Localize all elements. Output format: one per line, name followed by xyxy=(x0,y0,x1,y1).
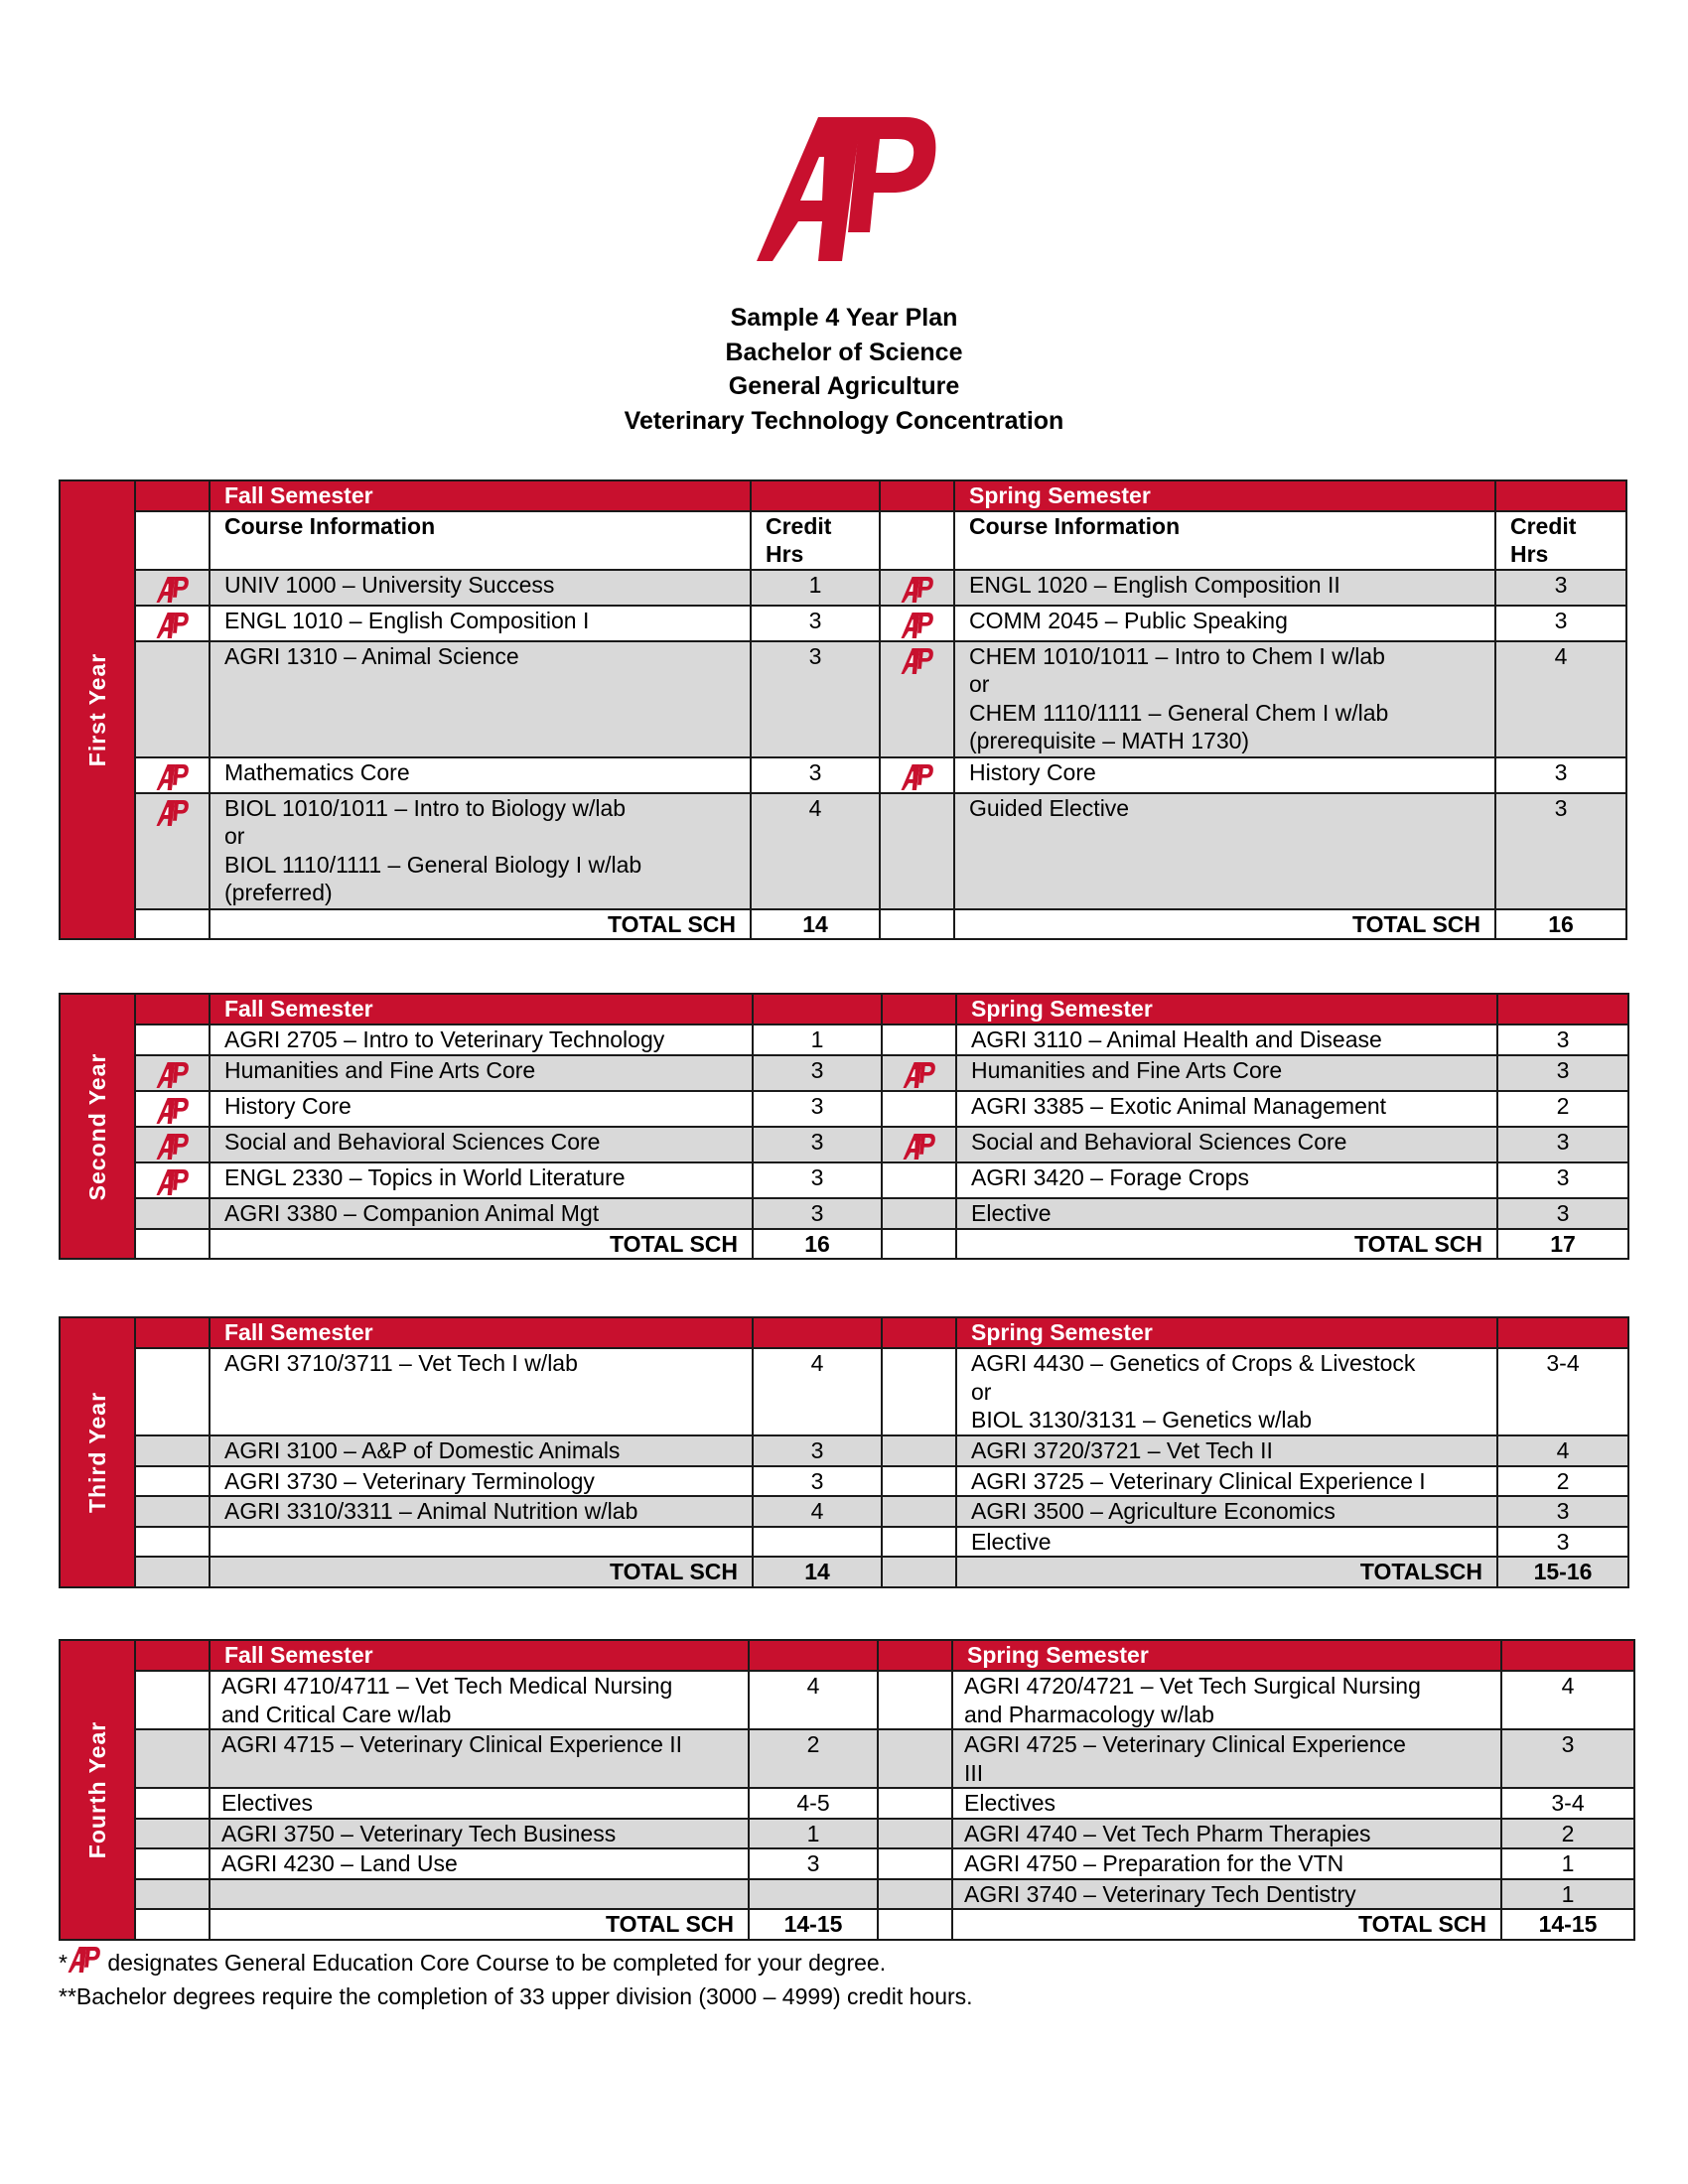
table-row xyxy=(60,757,1626,793)
credit-cell: 3 xyxy=(751,757,880,793)
course-cell: AGRI 4740 – Vet Tech Pharm Therapies xyxy=(952,1819,1501,1849)
third-year-label: Third Year xyxy=(83,1391,110,1513)
course-cell: History Core xyxy=(954,757,1495,793)
credit-cell: 3 xyxy=(751,606,880,641)
credit-cell: 3 xyxy=(1497,1127,1628,1162)
gen-ed-icon xyxy=(882,1127,956,1162)
table-row xyxy=(60,1527,1628,1558)
course-line: III xyxy=(964,1759,984,1786)
total-sch-label: TOTAL SCH xyxy=(210,1909,749,1940)
course-cell: AGRI 3310/3311 – Animal Nutrition w/lab xyxy=(210,1496,753,1527)
gen-ed-icon xyxy=(135,793,210,909)
course-line: CHEM 1010/1011 – Intro to Chem I w/lab xyxy=(969,642,1385,669)
course-cell: UNIV 1000 – University Success xyxy=(210,570,751,606)
course-cell: History Core xyxy=(210,1091,753,1127)
course-cell xyxy=(210,1671,749,1729)
course-cell: AGRI 3710/3711 – Vet Tech I w/lab xyxy=(210,1348,753,1435)
table-row xyxy=(60,1819,1634,1849)
course-cell: AGRI 2705 – Intro to Veterinary Technology xyxy=(210,1024,753,1055)
course-cell: Electives xyxy=(952,1788,1501,1819)
course-cell: Electives xyxy=(210,1788,749,1819)
gen-ed-icon xyxy=(135,570,210,606)
fall-total: 14-15 xyxy=(749,1909,878,1940)
fall-total: 14 xyxy=(751,909,880,940)
fall-total: 14 xyxy=(753,1557,882,1587)
credit-cell: 4 xyxy=(751,793,880,909)
course-cell: Social and Behavioral Sciences Core xyxy=(210,1127,753,1162)
title-line-3: General Agriculture xyxy=(728,372,960,400)
course-cell: Elective xyxy=(956,1198,1497,1229)
course-line: AGRI 4710/4711 – Vet Tech Medical Nursing xyxy=(221,1673,673,1699)
credit-cell: 2 xyxy=(1497,1466,1628,1497)
fall-semester-header: Fall Semester xyxy=(210,480,751,511)
fourth-year-label: Fourth Year xyxy=(83,1720,110,1858)
course-cell xyxy=(210,793,751,909)
course-cell: Humanities and Fine Arts Core xyxy=(956,1055,1497,1091)
course-info-header: Course Information xyxy=(954,511,1495,570)
credit-cell: 1 xyxy=(1501,1879,1634,1910)
credit-cell: 3 xyxy=(1497,1162,1628,1198)
course-line: AGRI 4725 – Veterinary Clinical Experience xyxy=(964,1731,1406,1757)
course-cell xyxy=(952,1729,1501,1788)
fall-total: 16 xyxy=(753,1229,882,1260)
table-row xyxy=(60,1788,1634,1819)
third-year-table xyxy=(59,1316,1629,1588)
course-info-header: Course Information xyxy=(210,511,751,570)
credit-cell: 4 xyxy=(749,1671,878,1729)
first-year-label: First Year xyxy=(83,652,110,767)
credit-cell: 3-4 xyxy=(1501,1788,1634,1819)
fall-semester-header: Fall Semester xyxy=(210,1640,749,1671)
credit-cell: 4-5 xyxy=(749,1788,878,1819)
credit-cell: 3 xyxy=(751,641,880,757)
fourth-year-side-label xyxy=(60,1640,135,1940)
course-line: AGRI 4430 – Genetics of Crops & Livestock xyxy=(971,1350,1416,1376)
course-cell: AGRI 1310 – Animal Science xyxy=(210,641,751,757)
spring-semester-header: Spring Semester xyxy=(956,1317,1497,1348)
course-line: BIOL 1110/1111 – General Biology I w/lab xyxy=(224,851,642,878)
course-line: and Pharmacology w/lab xyxy=(964,1701,1214,1727)
course-cell xyxy=(952,1671,1501,1729)
total-sch-label: TOTAL SCH xyxy=(952,1909,1501,1940)
gen-ed-icon xyxy=(882,1055,956,1091)
credit-cell: 3 xyxy=(753,1435,882,1466)
course-line: (preferred) xyxy=(224,880,333,905)
total-row xyxy=(60,1229,1628,1260)
footnote-upper-division: **Bachelor degrees require the completion of 33 upper division (3000 – 4999) credit hours. xyxy=(59,1983,973,2009)
total-sch-label: TOTAL SCH xyxy=(954,909,1495,940)
footnote-text: designates General Education Core Course to be completed for your degree. xyxy=(100,1950,887,1976)
title-line-4: Veterinary Technology Concentration xyxy=(624,406,1064,435)
credit-cell: 3-4 xyxy=(1497,1348,1628,1435)
table-row xyxy=(60,1466,1628,1497)
course-line: BIOL 1010/1011 – Intro to Biology w/lab xyxy=(224,794,627,821)
credit-cell: 3 xyxy=(753,1198,882,1229)
first-year-table xyxy=(59,479,1627,940)
credit-cell: 2 xyxy=(1501,1819,1634,1849)
credit-cell xyxy=(749,1879,878,1910)
gen-ed-icon xyxy=(135,1055,210,1091)
table-row xyxy=(60,1496,1628,1527)
course-cell: AGRI 3500 – Agriculture Economics xyxy=(956,1496,1497,1527)
course-cell: AGRI 3385 – Exotic Animal Management xyxy=(956,1091,1497,1127)
second-year-label: Second Year xyxy=(83,1052,110,1200)
course-cell: AGRI 3750 – Veterinary Tech Business xyxy=(210,1819,749,1849)
gen-ed-icon xyxy=(880,606,954,641)
table-row xyxy=(60,606,1626,641)
course-line: or xyxy=(224,823,245,849)
course-cell: Social and Behavioral Sciences Core xyxy=(956,1127,1497,1162)
hrs-label: Hrs xyxy=(766,541,804,567)
credit-cell: 3 xyxy=(1497,1198,1628,1229)
credit-cell: 3 xyxy=(1495,793,1626,909)
gen-ed-icon xyxy=(135,1127,210,1162)
table-row xyxy=(60,1729,1634,1788)
course-cell xyxy=(210,1527,753,1558)
second-year-side-label xyxy=(60,994,135,1259)
credit-cell: 1 xyxy=(749,1819,878,1849)
total-row xyxy=(60,1557,1628,1587)
course-line: AGRI 4720/4721 – Vet Tech Surgical Nursing xyxy=(964,1673,1421,1699)
hrs-label: Hrs xyxy=(1510,541,1549,567)
credit-cell: 3 xyxy=(1497,1527,1628,1558)
course-cell: AGRI 3730 – Veterinary Terminology xyxy=(210,1466,753,1497)
credit-cell: 3 xyxy=(1497,1496,1628,1527)
course-cell: AGRI 4715 – Veterinary Clinical Experience II xyxy=(210,1729,749,1788)
credit-cell: 1 xyxy=(753,1024,882,1055)
course-cell xyxy=(210,1879,749,1910)
title-line-1: Sample 4 Year Plan xyxy=(730,304,958,332)
first-year-side-label xyxy=(60,480,135,939)
course-cell xyxy=(954,641,1495,757)
course-line: (prerequisite – MATH 1730) xyxy=(969,728,1250,753)
course-line: CHEM 1110/1111 – General Chem I w/lab xyxy=(969,699,1389,726)
table-row xyxy=(60,1127,1628,1162)
course-cell: AGRI 4750 – Preparation for the VTN xyxy=(952,1848,1501,1879)
course-cell: Guided Elective xyxy=(954,793,1495,909)
course-cell: AGRI 3720/3721 – Vet Tech II xyxy=(956,1435,1497,1466)
credit-cell: 3 xyxy=(753,1055,882,1091)
footnote-gen-ed xyxy=(59,1946,973,1979)
spring-total: 14-15 xyxy=(1501,1909,1634,1940)
fall-semester-header: Fall Semester xyxy=(210,1317,753,1348)
gen-ed-icon xyxy=(68,1947,101,1973)
credit-cell: 1 xyxy=(1501,1848,1634,1879)
second-year-table xyxy=(59,993,1629,1260)
credit-cell: 2 xyxy=(749,1729,878,1788)
course-cell: ENGL 1010 – English Composition I xyxy=(210,606,751,641)
table-row xyxy=(60,793,1626,909)
credit-cell: 4 xyxy=(753,1348,882,1435)
credit-cell: 4 xyxy=(1495,641,1626,757)
spring-total: 16 xyxy=(1495,909,1626,940)
table-row xyxy=(60,641,1626,757)
table-row xyxy=(60,1435,1628,1466)
course-cell: Elective xyxy=(956,1527,1497,1558)
total-sch-label: TOTAL SCH xyxy=(210,1229,753,1260)
footnotes xyxy=(59,1946,973,2013)
gen-ed-icon xyxy=(880,641,954,757)
course-cell: AGRI 3110 – Animal Health and Disease xyxy=(956,1024,1497,1055)
gen-ed-icon xyxy=(880,570,954,606)
course-cell: AGRI 3100 – A&P of Domestic Animals xyxy=(210,1435,753,1466)
course-cell: ENGL 1020 – English Composition II xyxy=(954,570,1495,606)
credit-cell: 3 xyxy=(749,1848,878,1879)
credit-cell: 3 xyxy=(1497,1055,1628,1091)
table-row xyxy=(60,1162,1628,1198)
course-cell: AGRI 3740 – Veterinary Tech Dentistry xyxy=(952,1879,1501,1910)
table-row xyxy=(60,1198,1628,1229)
fall-semester-header: Fall Semester xyxy=(210,994,753,1024)
credit-cell: 3 xyxy=(1495,606,1626,641)
credit-cell: 3 xyxy=(1497,1024,1628,1055)
credit-label: Credit xyxy=(766,512,832,539)
spring-semester-header: Spring Semester xyxy=(952,1640,1501,1671)
course-cell: Humanities and Fine Arts Core xyxy=(210,1055,753,1091)
course-cell: ENGL 2330 – Topics in World Literature xyxy=(210,1162,753,1198)
credit-cell xyxy=(753,1527,882,1558)
table-row xyxy=(60,1348,1628,1435)
course-cell: AGRI 3420 – Forage Crops xyxy=(956,1162,1497,1198)
gen-ed-icon xyxy=(135,757,210,793)
gen-ed-icon xyxy=(135,1091,210,1127)
credit-cell: 3 xyxy=(753,1466,882,1497)
gen-ed-icon xyxy=(135,1162,210,1198)
total-row xyxy=(60,1909,1634,1940)
credit-cell: 4 xyxy=(753,1496,882,1527)
spring-semester-header: Spring Semester xyxy=(954,480,1495,511)
course-cell: AGRI 3380 – Companion Animal Mgt xyxy=(210,1198,753,1229)
course-cell: AGRI 3725 – Veterinary Clinical Experience I xyxy=(956,1466,1497,1497)
credit-cell: 2 xyxy=(1497,1091,1628,1127)
table-row xyxy=(60,1024,1628,1055)
credit-cell: 4 xyxy=(1497,1435,1628,1466)
spring-total: 15-16 xyxy=(1497,1557,1628,1587)
total-sch-label: TOTAL SCH xyxy=(956,1229,1497,1260)
course-line: or xyxy=(969,671,990,697)
total-sch-label: TOTALSCH xyxy=(956,1557,1497,1587)
course-cell: COMM 2045 – Public Speaking xyxy=(954,606,1495,641)
course-cell: Mathematics Core xyxy=(210,757,751,793)
title-line-2: Bachelor of Science xyxy=(725,338,963,366)
credit-cell: 3 xyxy=(1501,1729,1634,1788)
credit-cell: 4 xyxy=(1501,1671,1634,1729)
plan-title-block xyxy=(0,301,1688,438)
ap-logo xyxy=(757,117,939,261)
table-row xyxy=(60,1848,1634,1879)
footnote-asterisk: * xyxy=(59,1950,68,1976)
table-row xyxy=(60,570,1626,606)
table-row xyxy=(60,1671,1634,1729)
credit-cell: 3 xyxy=(1495,570,1626,606)
credit-cell: 3 xyxy=(753,1091,882,1127)
table-row xyxy=(60,1879,1634,1910)
table-row xyxy=(60,1055,1628,1091)
total-sch-label: TOTAL SCH xyxy=(210,1557,753,1587)
spring-semester-header: Spring Semester xyxy=(956,994,1497,1024)
course-line: BIOL 3130/3131 – Genetics w/lab xyxy=(971,1407,1313,1433)
fourth-year-table xyxy=(59,1639,1635,1941)
course-cell xyxy=(956,1348,1497,1435)
spring-total: 17 xyxy=(1497,1229,1628,1260)
credit-cell: 1 xyxy=(751,570,880,606)
credit-cell: 3 xyxy=(1495,757,1626,793)
credit-cell: 3 xyxy=(753,1127,882,1162)
table-row xyxy=(60,1091,1628,1127)
gen-ed-icon xyxy=(135,606,210,641)
course-line: and Critical Care w/lab xyxy=(221,1701,452,1727)
total-sch-label: TOTAL SCH xyxy=(210,909,751,940)
third-year-side-label xyxy=(60,1317,135,1587)
credit-cell: 3 xyxy=(753,1162,882,1198)
gen-ed-icon xyxy=(880,757,954,793)
course-cell: AGRI 4230 – Land Use xyxy=(210,1848,749,1879)
credit-label: Credit xyxy=(1510,512,1577,539)
course-line: or xyxy=(971,1378,992,1405)
total-row xyxy=(60,909,1626,940)
